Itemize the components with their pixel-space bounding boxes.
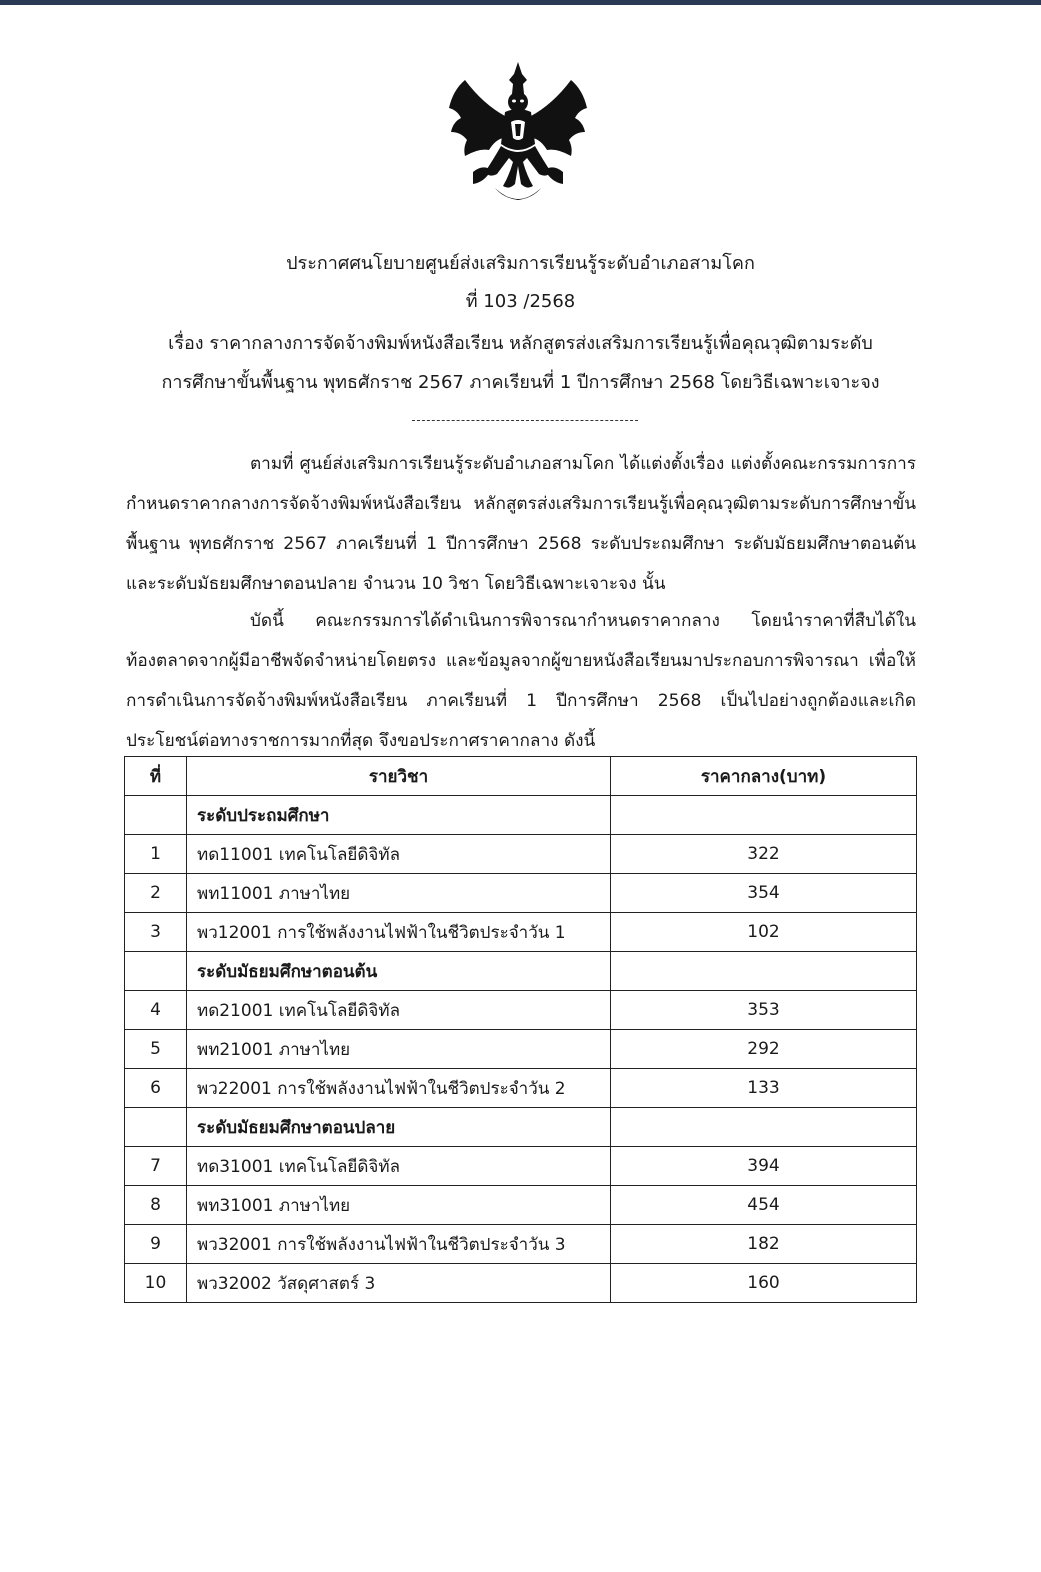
table-row [125,1225,917,1264]
table-row [125,991,917,1030]
row-subject: พว32001 การใช้พลังงานไฟฟ้าในชีวิตประจำวัน 3 [187,1225,611,1264]
row-price: 102 [611,913,917,952]
page-top-edge [0,0,1041,5]
table-row [125,1264,917,1303]
row-no: 6 [125,1069,187,1108]
row-price: 354 [611,874,917,913]
row-subject: พท11001 ภาษาไทย [187,874,611,913]
table-row [125,835,917,874]
row-no: 9 [125,1225,187,1264]
paragraph-line: ประโยชน์ต่อทางราชการมากที่สุด จึงขอประกาศราคากลาง ดังนี้ [126,731,596,751]
level-price-cell [611,1108,917,1147]
row-no: 2 [125,874,187,913]
body-paragraph-1 [126,444,916,604]
paragraph-line: การดำเนินการจัดจ้างพิมพ์หนังสือเรียน ภาคเรียนที่ 1 ปีการศึกษา 2568 เป็นไปอย่างถูกต้องและเกิด [126,691,916,711]
level-no-cell [125,1108,187,1147]
header-no: ที่ [125,757,187,796]
paragraph-line: ท้องตลาดจากผู้มีอาชีพจัดจำหน่ายโดยตรง และข้อมูลจากผู้ขายหนังสือเรียนมาประกอบการพิจารณา เพื่อให้ [126,651,916,671]
row-subject: ทด31001 เทคโนโลยีดิจิทัล [187,1147,611,1186]
table-row [125,874,917,913]
table-row [125,1069,917,1108]
paragraph-line: กำหนดราคากลางการจัดจ้างพิมพ์หนังสือเรียน หลักสูตรส่งเสริมการเรียนรู้เพื่อคุณวุฒิตามระดับการศึกษาขั้น [126,494,916,514]
row-subject: พว22001 การใช้พลังงานไฟฟ้าในชีวิตประจำวัน 2 [187,1069,611,1108]
row-no: 7 [125,1147,187,1186]
row-no: 10 [125,1264,187,1303]
row-price: 394 [611,1147,917,1186]
header-price: ราคากลาง(บาท) [611,757,917,796]
row-subject: พว32002 วัสดุศาสตร์ 3 [187,1264,611,1303]
price-table [124,756,917,1303]
row-no: 1 [125,835,187,874]
announcement-number: ที่ 103 /2568 [465,291,576,312]
row-price: 353 [611,991,917,1030]
row-no: 3 [125,913,187,952]
paragraph-line: พื้นฐาน พุทธศักราช 2567 ภาคเรียนที่ 1 ปีการศึกษา 2568 ระดับประถมศึกษา ระดับมัธยมศึกษาตอนต้น [126,534,916,554]
row-no: 5 [125,1030,187,1069]
level-label: ระดับมัธยมศึกษาตอนปลาย [187,1108,611,1147]
row-no: 4 [125,991,187,1030]
level-row [125,952,917,991]
level-price-cell [611,952,917,991]
header-subject: รายวิชา [187,757,611,796]
table-row [125,1147,917,1186]
paragraph-line: และระดับมัธยมศึกษาตอนปลาย จำนวน 10 วิชา โดยวิธีเฉพาะเจาะจง นั้น [126,574,666,594]
row-subject: ทด11001 เทคโนโลยีดิจิทัล [187,835,611,874]
table-header-row [125,757,917,796]
row-price: 160 [611,1264,917,1303]
row-subject: พท31001 ภาษาไทย [187,1186,611,1225]
row-price: 322 [611,835,917,874]
table-row [125,1030,917,1069]
announcement-subject-line-2: การศึกษาขั้นพื้นฐาน พุทธศักราช 2567 ภาคเรียนที่ 1 ปีการศึกษา 2568 โดยวิธีเฉพาะเจาะจง [161,372,880,393]
paragraph-line: บัดนี้ คณะกรรมการได้ดำเนินการพิจารณากำหนดราคากลาง โดยนำราคาที่สืบได้ใน [250,611,916,631]
level-no-cell [125,952,187,991]
row-price: 182 [611,1225,917,1264]
level-price-cell [611,796,917,835]
body-paragraph-2 [126,601,916,761]
level-label: ระดับประถมศึกษา [187,796,611,835]
level-row [125,1108,917,1147]
table-row [125,1186,917,1225]
row-price: 133 [611,1069,917,1108]
row-subject: พท21001 ภาษาไทย [187,1030,611,1069]
row-subject: พว12001 การใช้พลังงานไฟฟ้าในชีวิตประจำวัน 1 [187,913,611,952]
table-row [125,913,917,952]
row-price: 454 [611,1186,917,1225]
row-subject: ทด21001 เทคโนโลยีดิจิทัล [187,991,611,1030]
announcement-subject-line-1: เรื่อง ราคากลางการจัดจ้างพิมพ์หนังสือเรียน หลักสูตรส่งเสริมการเรียนรู้เพื่อคุณวุฒิตามระดับ [168,333,873,354]
level-no-cell [125,796,187,835]
row-no: 8 [125,1186,187,1225]
announcement-title: ประกาศศนโยบายศูนย์ส่งเสริมการเรียนรู้ระดับอำเภอสามโคก [286,253,755,274]
garuda-emblem-icon [443,60,593,208]
row-price: 292 [611,1030,917,1069]
level-label: ระดับมัธยมศึกษาตอนต้น [187,952,611,991]
paragraph-line: ตามที่ ศูนย์ส่งเสริมการเรียนรู้ระดับอำเภอสามโคก ได้แต่งตั้งเรื่อง แต่งตั้งคณะกรรมการการ [250,454,916,474]
dashed-divider [412,420,638,421]
level-row [125,796,917,835]
